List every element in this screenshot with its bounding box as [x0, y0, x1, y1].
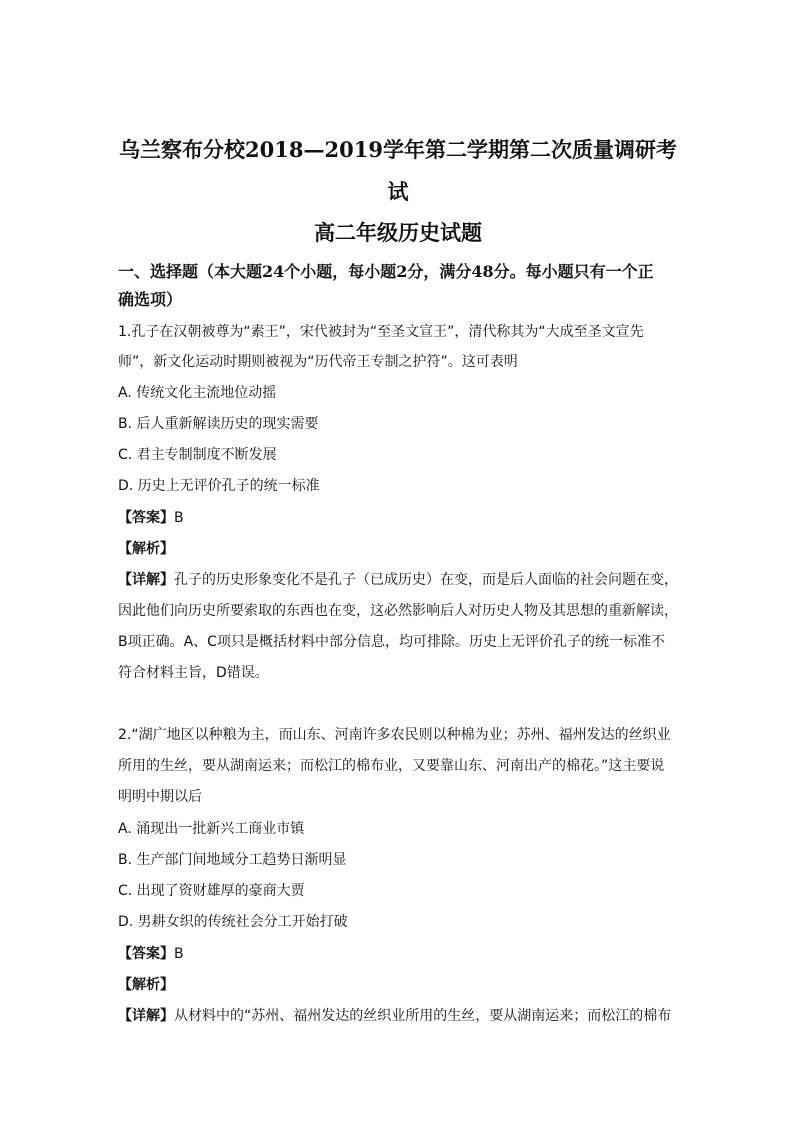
q1-detail-line2: 因此他们向历史所要索取的东西也在变，这必然影响后人对历史人物及其思想的重新解读， [118, 603, 678, 619]
analysis-label: 【解析】 [118, 541, 174, 557]
q1-answer-value: B [174, 510, 184, 526]
exam-title-line2: 试 [387, 179, 409, 204]
section-heading-line2: 确选项） [118, 290, 183, 309]
q1-option-d: D. 历史上无评价孔子的统一标准 [118, 478, 320, 494]
q1-answer-row [118, 509, 678, 527]
q2-answer-value: B [174, 946, 184, 962]
q2-stem-line2: 所用的生丝，要从湖南运来；而松江的棉布业，又要靠山东、河南出产的棉花。”这主要说 [118, 758, 665, 774]
detail-label: 【详解】 [118, 572, 174, 588]
q1-option-c: C. 君主专制制度不断发展 [118, 447, 277, 463]
analysis-label: 【解析】 [118, 977, 174, 993]
q2-option-d: D. 男耕女织的传统社会分工开始打破 [118, 914, 348, 930]
section-heading-line1: 一、选择题（本大题24个小题，每小题2分，满分48分。每小题只有一个正 [118, 262, 654, 281]
exam-subtitle: 高二年级历史试题 [314, 220, 482, 245]
q2-answer-row [118, 945, 678, 963]
q2-detail-line1 [118, 1007, 678, 1025]
q2-stem-line3: 明明中期以后 [118, 789, 202, 805]
detail-label: 【详解】 [118, 1008, 174, 1024]
answer-label: 【答案】 [118, 510, 174, 526]
q1-analysis-row [118, 540, 678, 558]
q2-option-c: C. 出现了资财雄厚的豪商大贾 [118, 883, 305, 899]
q1-option-a: A. 传统文化主流地位动摇 [118, 385, 277, 401]
exam-title-line1: 乌兰察布分校2018—2019学年第二学期第二次质量调研考 [119, 137, 677, 162]
answer-label: 【答案】 [118, 946, 174, 962]
q2-analysis-row [118, 976, 678, 994]
q1-detail-line3: B项正确。A、C项只是概括材料中部分信息，均可排除。历史上无评价孔子的统一标准不 [118, 634, 665, 650]
q2-detail-text1: 从材料中的“苏州、福州发达的丝织业所用的生丝，要从湖南运来；而松江的棉布 [174, 1008, 672, 1024]
q1-stem-line1: 1.孔子在汉朝被尊为“素王”，宋代被封为“至圣文宣王”，清代称其为“大成至圣文宣先 [118, 324, 644, 340]
q2-option-b: B. 生产部门间地域分工趋势日渐明显 [118, 852, 347, 868]
q1-option-b: B. 后人重新解读历史的现实需要 [118, 416, 319, 432]
q2-stem-line1: 2.“湖广地区以种粮为主，而山东、河南许多农民则以种棉为业；苏州、福州发达的丝织业 [118, 727, 671, 743]
q1-detail-text1: 孔子的历史形象变化不是孔子（已成历史）在变，而是后人面临的社会问题在变， [174, 572, 678, 588]
q1-stem-line2: 师”，新文化运动时期则被视为“历代帝王专制之护符”。这可表明 [118, 354, 518, 370]
q2-option-a: A. 涌现出一批新兴工商业市镇 [118, 821, 305, 837]
q1-detail-line1 [118, 571, 678, 589]
q1-detail-line4: 符合材料主旨，D错误。 [118, 665, 269, 681]
